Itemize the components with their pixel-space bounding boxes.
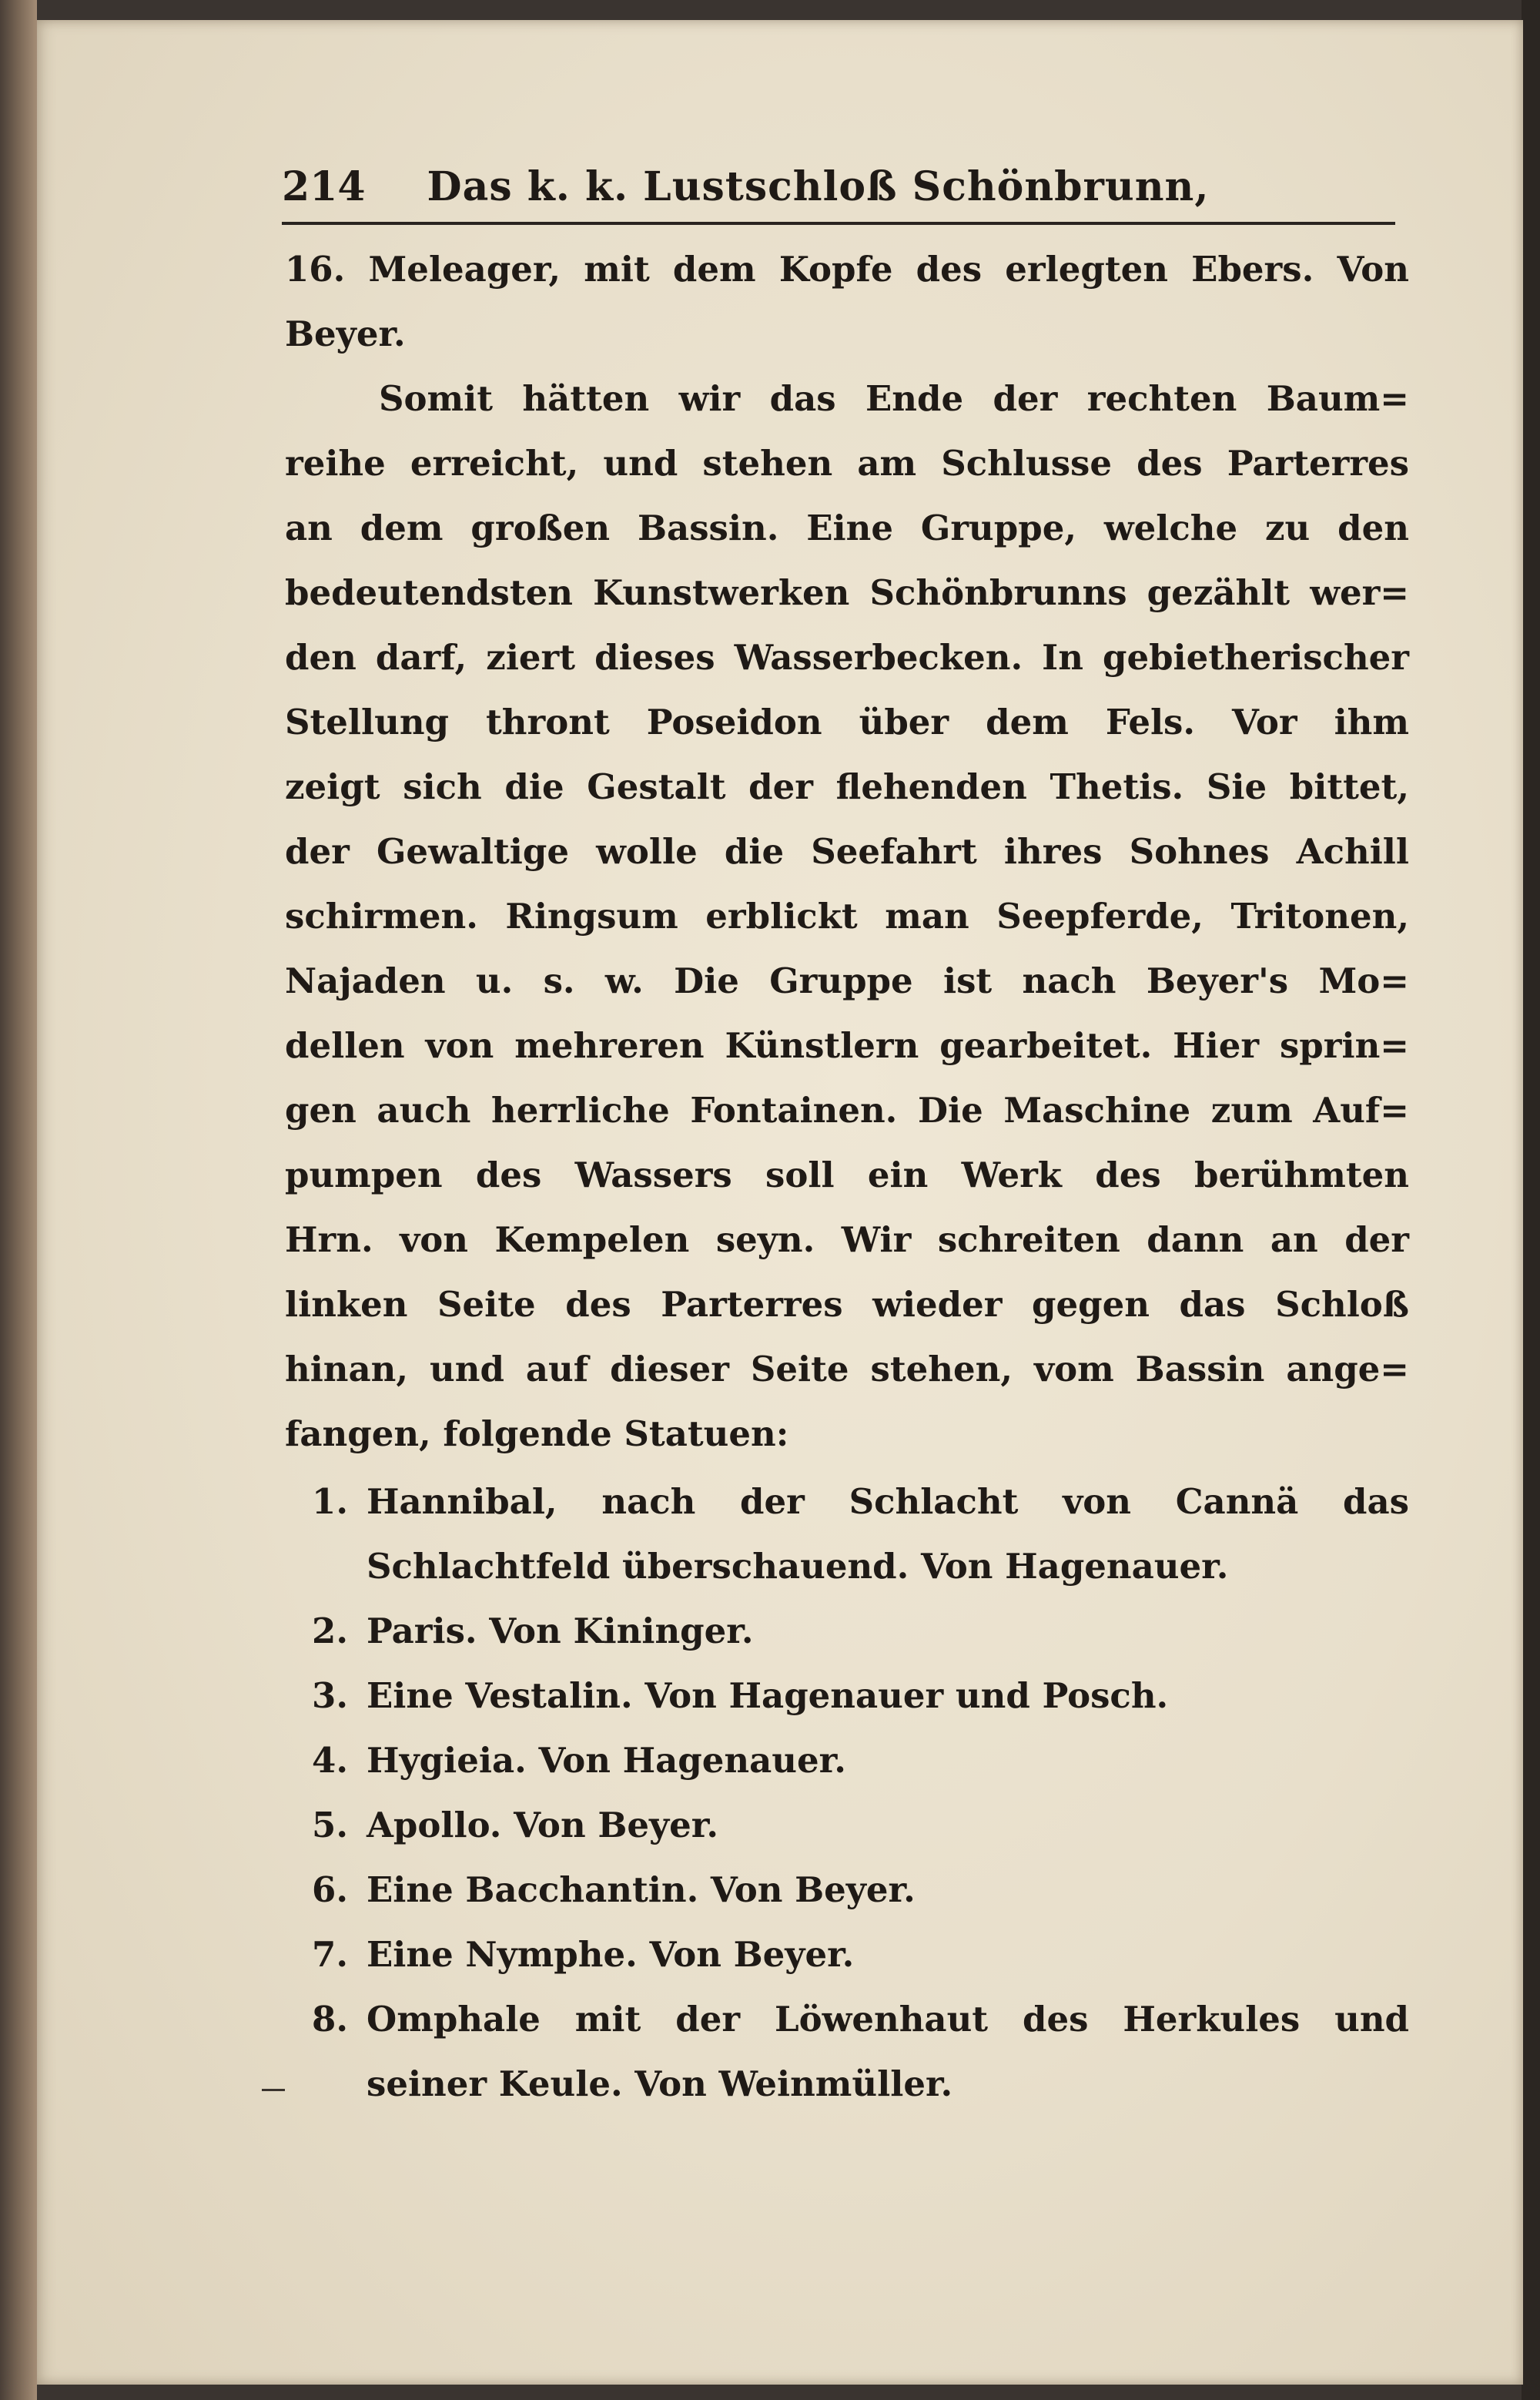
text-line: an dem großen Bassin. Eine Gruppe, welche zu den — [285, 508, 1409, 548]
list-item-text: Eine Vestalin. Von Hagenauer und Posch. — [367, 1675, 1169, 1716]
text-line: Hrn. von Kempelen seyn. Wir schreiten dann an der — [285, 1219, 1409, 1260]
text-line: der Gewaltige wolle die Seefahrt ihres Sohnes Achill — [285, 831, 1409, 872]
text-line: reihe erreicht, und stehen am Schlusse des Parterres — [285, 443, 1409, 484]
running-head-title: Das k. k. Lustschloß Schönbrunn, — [427, 163, 1210, 210]
list-item-text: Omphale mit der Löwenhaut des Herkules und — [367, 1999, 1409, 2040]
list-item-text: Schlachtfeld überschauend. Von Hagenauer. — [367, 1546, 1229, 1587]
running-head — [282, 159, 1391, 214]
list-item-text: seiner Keule. Von Weinmüller. — [367, 2063, 953, 2104]
list-number: 2. — [312, 1611, 348, 1651]
text-line: dellen von mehreren Künstlern gearbeitet. Hier sprin= — [285, 1025, 1409, 1066]
text-line: Beyer. — [285, 313, 406, 354]
list-item-text: Hygieia. Von Hagenauer. — [367, 1740, 846, 1781]
list-number: 8. — [312, 1999, 348, 2040]
text-line: pumpen des Wassers soll ein Werk des berühmten — [285, 1155, 1409, 1195]
text-line: hinan, und auf dieser Seite stehen, vom Bassin ange= — [285, 1349, 1409, 1389]
list-item-text: Eine Nymphe. Von Beyer. — [367, 1934, 855, 1975]
list-number: 4. — [312, 1740, 348, 1781]
list-number: 6. — [312, 1869, 348, 1910]
text-line: Stellung thront Poseidon über dem Fels. Vor ihm — [285, 702, 1409, 742]
text-line: den darf, ziert dieses Wasserbecken. In gebietherischer — [285, 637, 1409, 678]
list-number: 3. — [312, 1675, 348, 1716]
list-number: 1. — [312, 1481, 348, 1522]
page-number: 214 — [282, 163, 366, 210]
header-rule — [282, 222, 1395, 225]
text-line: Somit hätten wir das Ende der rechten Baum= — [379, 378, 1409, 419]
list-item-text: Eine Bacchantin. Von Beyer. — [367, 1869, 916, 1910]
list-item-text: Paris. Von Kininger. — [367, 1611, 754, 1651]
text-line: fangen, folgende Statuen: — [285, 1413, 789, 1454]
page-right-edge — [1522, 0, 1540, 2400]
margin-mark — [262, 2089, 285, 2091]
book-binding-edge — [0, 0, 37, 2400]
text-line: gen auch herrliche Fontainen. Die Maschine zum Auf= — [285, 1090, 1409, 1131]
text-line: bedeutendsten Kunstwerken Schönbrunns gezählt wer= — [285, 572, 1409, 613]
text-line: zeigt sich die Gestalt der flehenden Thetis. Sie bittet, — [285, 766, 1409, 807]
text-line: 16. Meleager, mit dem Kopfe des erlegten Ebers. Von — [285, 249, 1409, 290]
list-number: 7. — [312, 1934, 348, 1975]
text-line: schirmen. Ringsum erblickt man Seepferde, Tritonen, — [285, 896, 1409, 937]
list-item-text: Apollo. Von Beyer. — [367, 1805, 719, 1845]
list-number: 5. — [312, 1805, 348, 1845]
text-line: Najaden u. s. w. Die Gruppe ist nach Beyer's Mo= — [285, 960, 1409, 1001]
text-line: linken Seite des Parterres wieder gegen das Schloß — [285, 1284, 1409, 1325]
list-item-text: Hannibal, nach der Schlacht von Cannä das — [367, 1481, 1409, 1522]
